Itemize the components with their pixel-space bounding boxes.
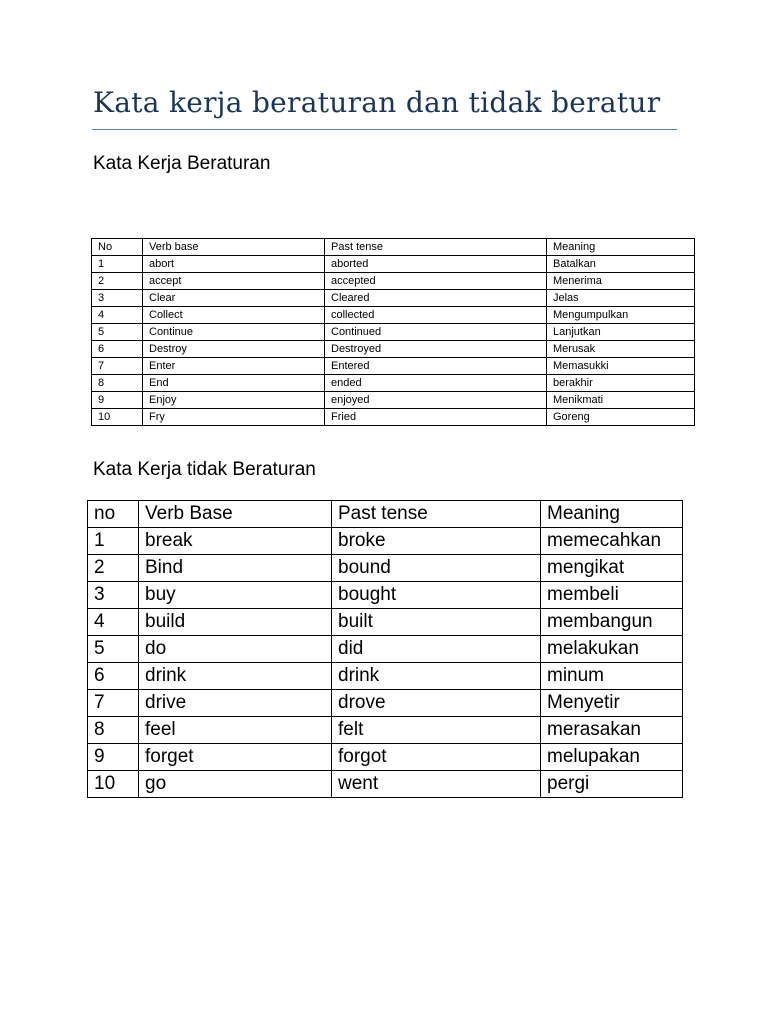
- table-cell: 9: [92, 392, 143, 409]
- table-row: [92, 375, 695, 392]
- table-cell: Verb base: [143, 239, 325, 256]
- table-cell: Goreng: [547, 409, 695, 426]
- table-cell: 9: [88, 744, 139, 771]
- table-cell: do: [139, 636, 332, 663]
- table-cell: accept: [143, 273, 325, 290]
- table-cell: build: [139, 609, 332, 636]
- table-cell: No: [92, 239, 143, 256]
- table-cell: minum: [541, 663, 683, 690]
- table-cell: memecahkan: [541, 528, 683, 555]
- table-cell: Meaning: [547, 239, 695, 256]
- table-cell: 7: [88, 690, 139, 717]
- table-cell: Menyetir: [541, 690, 683, 717]
- table-cell: 2: [92, 273, 143, 290]
- table-row: [88, 663, 683, 690]
- table-cell: 8: [92, 375, 143, 392]
- table-row: [92, 409, 695, 426]
- table-row: [88, 555, 683, 582]
- table-cell: merasakan: [541, 717, 683, 744]
- table-cell: Fried: [325, 409, 547, 426]
- table-cell: Past tense: [332, 501, 541, 528]
- table-cell: went: [332, 771, 541, 798]
- irregular-verbs-table: [87, 500, 683, 798]
- table-header-row: [92, 239, 695, 256]
- table-cell: feel: [139, 717, 332, 744]
- table-cell: melakukan: [541, 636, 683, 663]
- table-cell: berakhir: [547, 375, 695, 392]
- table-cell: Enjoy: [143, 392, 325, 409]
- table-cell: Menerima: [547, 273, 695, 290]
- table-cell: Collect: [143, 307, 325, 324]
- irregular-verbs-heading: Kata Kerja tidak Beraturan: [93, 459, 316, 480]
- table-row: [88, 717, 683, 744]
- table-row: [92, 392, 695, 409]
- table-cell: Fry: [143, 409, 325, 426]
- table-cell: 3: [88, 582, 139, 609]
- table-cell: Bind: [139, 555, 332, 582]
- table-row: [92, 324, 695, 341]
- table-cell: mengikat: [541, 555, 683, 582]
- table-cell: 1: [88, 528, 139, 555]
- table-cell: aborted: [325, 256, 547, 273]
- table-cell: no: [88, 501, 139, 528]
- table-cell: 8: [88, 717, 139, 744]
- table-cell: membeli: [541, 582, 683, 609]
- table-cell: enjoyed: [325, 392, 547, 409]
- title-underline: [92, 129, 677, 130]
- table-cell: Batalkan: [547, 256, 695, 273]
- table-row: [92, 256, 695, 273]
- table-cell: collected: [325, 307, 547, 324]
- table-cell: Destroyed: [325, 341, 547, 358]
- table-header-row: [88, 501, 683, 528]
- table-row: [88, 636, 683, 663]
- table-row: [92, 273, 695, 290]
- table-cell: 3: [92, 290, 143, 307]
- table-cell: Jelas: [547, 290, 695, 307]
- table-row: [92, 307, 695, 324]
- table-cell: Enter: [143, 358, 325, 375]
- table-cell: drive: [139, 690, 332, 717]
- table-row: [88, 609, 683, 636]
- table-cell: 5: [88, 636, 139, 663]
- table-row: [88, 582, 683, 609]
- table-cell: membangun: [541, 609, 683, 636]
- table-cell: 7: [92, 358, 143, 375]
- table-cell: Entered: [325, 358, 547, 375]
- table-cell: Menikmati: [547, 392, 695, 409]
- table-cell: Continue: [143, 324, 325, 341]
- table-row: [88, 771, 683, 798]
- table-cell: 4: [92, 307, 143, 324]
- table-cell: felt: [332, 717, 541, 744]
- table-cell: bound: [332, 555, 541, 582]
- table-cell: break: [139, 528, 332, 555]
- table-cell: forget: [139, 744, 332, 771]
- table-cell: 1: [92, 256, 143, 273]
- table-row: [92, 358, 695, 375]
- table-cell: melupakan: [541, 744, 683, 771]
- regular-verbs-heading: Kata Kerja Beraturan: [93, 153, 271, 174]
- table-cell: 10: [92, 409, 143, 426]
- table-cell: buy: [139, 582, 332, 609]
- table-cell: forgot: [332, 744, 541, 771]
- table-cell: drink: [139, 663, 332, 690]
- table-cell: Cleared: [325, 290, 547, 307]
- table-cell: 6: [88, 663, 139, 690]
- table-cell: 4: [88, 609, 139, 636]
- table-cell: Merusak: [547, 341, 695, 358]
- table-cell: Meaning: [541, 501, 683, 528]
- table-cell: bought: [332, 582, 541, 609]
- table-row: [88, 528, 683, 555]
- table-cell: Verb Base: [139, 501, 332, 528]
- table-cell: Destroy: [143, 341, 325, 358]
- table-cell: Lanjutkan: [547, 324, 695, 341]
- table-cell: did: [332, 636, 541, 663]
- table-cell: accepted: [325, 273, 547, 290]
- table-cell: abort: [143, 256, 325, 273]
- regular-verbs-table: [91, 238, 695, 426]
- table-row: [92, 341, 695, 358]
- table-cell: 6: [92, 341, 143, 358]
- table-row: [88, 690, 683, 717]
- table-cell: End: [143, 375, 325, 392]
- table-cell: Clear: [143, 290, 325, 307]
- table-cell: 10: [88, 771, 139, 798]
- table-cell: Past tense: [325, 239, 547, 256]
- table-row: [92, 290, 695, 307]
- table-row: [88, 744, 683, 771]
- table-cell: 2: [88, 555, 139, 582]
- table-cell: broke: [332, 528, 541, 555]
- document-title: Kata kerja beraturan dan tidak beratur: [93, 86, 661, 119]
- table-cell: go: [139, 771, 332, 798]
- table-cell: drink: [332, 663, 541, 690]
- table-cell: Mengumpulkan: [547, 307, 695, 324]
- table-cell: ended: [325, 375, 547, 392]
- table-cell: drove: [332, 690, 541, 717]
- table-cell: built: [332, 609, 541, 636]
- table-cell: 5: [92, 324, 143, 341]
- table-cell: Memasukki: [547, 358, 695, 375]
- table-cell: pergi: [541, 771, 683, 798]
- table-cell: Continued: [325, 324, 547, 341]
